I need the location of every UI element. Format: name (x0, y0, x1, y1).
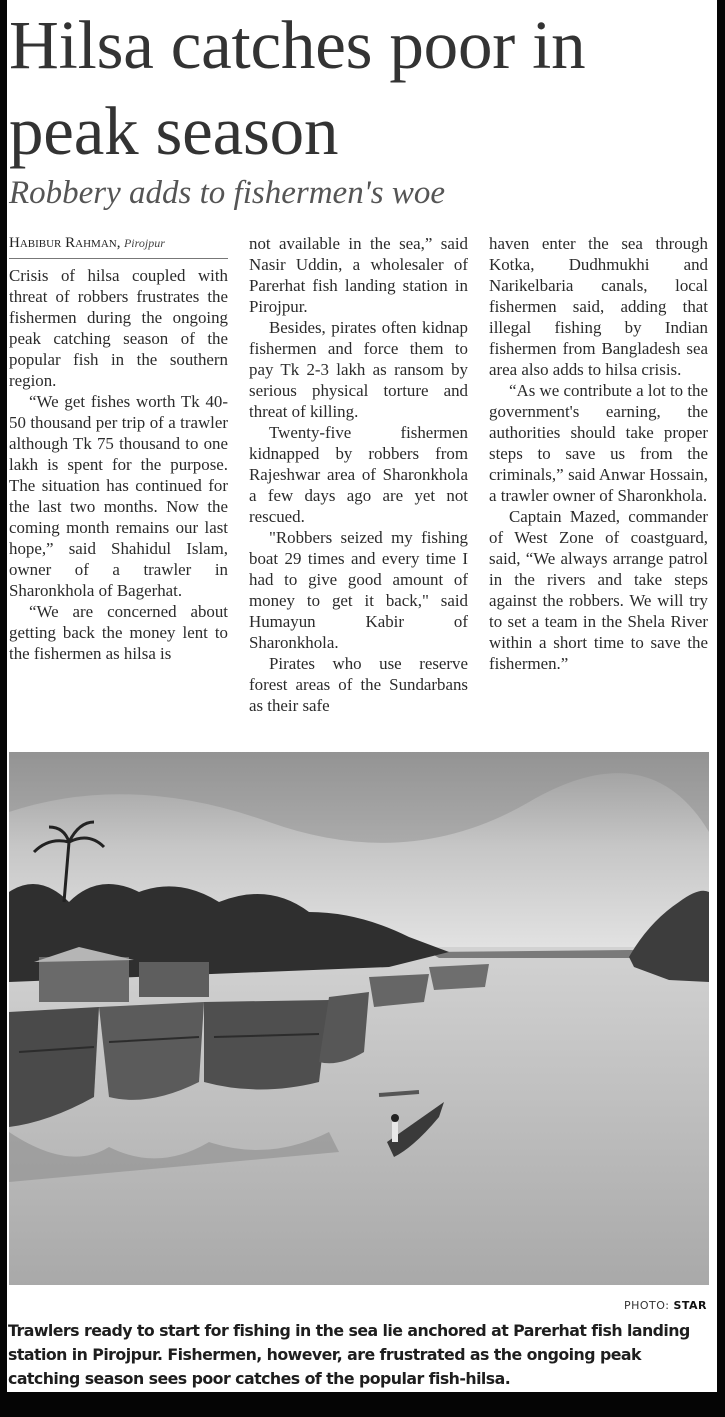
paragraph: Twenty-five fishermen kidnapped by robbers from Rajeshwar area of Sharonkhola a few days ago are yet not rescued. (249, 423, 468, 526)
trawler-2 (99, 1002, 204, 1100)
photo-credit-label: PHOTO: (623, 1299, 670, 1312)
paragraph-continued: haven enter the sea through Kotka, Dudhmukhi and Narikelbaria canals, local fishermen said, adding that illegal fishing by Indian fishermen from Bangladesh sea area also adds to hilsa crisis. (489, 234, 708, 379)
paragraph: Pirates who use reserve forest areas of the Sundarbans as their safe (249, 654, 468, 715)
boatman (392, 1122, 398, 1142)
headline: Hilsa catches poor in peak season (9, 7, 586, 169)
paragraph: Besides, pirates often kidnap fishermen and force them to pay Tk 2-3 lakh as ransom by serious physical torture and threat of killing. (249, 318, 468, 421)
page-edge-right (717, 0, 725, 1417)
news-photo (9, 752, 709, 1285)
article-column-1 (9, 233, 228, 664)
byline-location: Pirojpur (123, 236, 165, 250)
trawler-5 (369, 974, 429, 1007)
paragraph-continued: not available in the sea,” said Nasir Uddin, a wholesaler of Parerhat fish landing station in Pirojpur. (249, 234, 468, 316)
subheadline: Robbery adds to fishermen's woe (9, 175, 446, 211)
paragraph: Crisis of hilsa coupled with threat of robbers frustrates the fishermen during the ongoing peak catching season of the popular fish in the southern region. (9, 266, 228, 390)
page-edge-bottom (0, 1392, 725, 1417)
trawler-3 (204, 1000, 329, 1090)
paragraph: “We get fishes worth Tk 40-50 thousand per trip of a trawler although Tk 75 thousand to one lakh is spent for the purpose. The situation has continued for the last two months. Now the coming month remains our last hope,” said Shahidul Islam, owner of a trawler in Sharonkhola of Bagerhat. (9, 392, 228, 600)
page-edge-left (0, 0, 7, 1417)
photo-credit (624, 1299, 707, 1312)
paragraph: Captain Mazed, commander of West Zone of coastguard, said, “We always arrange patrol in the rivers and take steps against the robbers. We will try to set a team in the Shela River within a short time to save the fishermen.” (489, 507, 708, 673)
paragraph: “We are concerned about getting back the money lent to the fishermen as hilsa is (9, 602, 228, 663)
paragraph: "Robbers seized my fishing boat 29 times and every time I had to give good amount of money to get it back," said Humayun Kabir of Sharonkhola. (249, 528, 468, 652)
trawler-6 (429, 964, 489, 990)
paragraph: “As we contribute a lot to the government's earning, the authorities should take proper steps to save us from the criminals,” said Anwar Hossain, a trawler owner of Sharonkhola. (489, 381, 708, 505)
shed-left (39, 957, 129, 1002)
shed-right (139, 962, 209, 997)
byline (9, 233, 228, 259)
byline-author: Habibur Rahman, (9, 235, 121, 251)
photo-caption: Trawlers ready to start for fishing in the sea lie anchored at Parerhat fish landing station in Pirojpur. Fishermen, however, are frustrated as the ongoing peak catching season sees poor catches of the popular fish-hilsa. (8, 1321, 690, 1388)
photo-credit-source: STAR (673, 1299, 707, 1312)
article-column-2 (249, 233, 468, 716)
article-column-3 (489, 233, 708, 674)
boatman-head (391, 1114, 399, 1122)
